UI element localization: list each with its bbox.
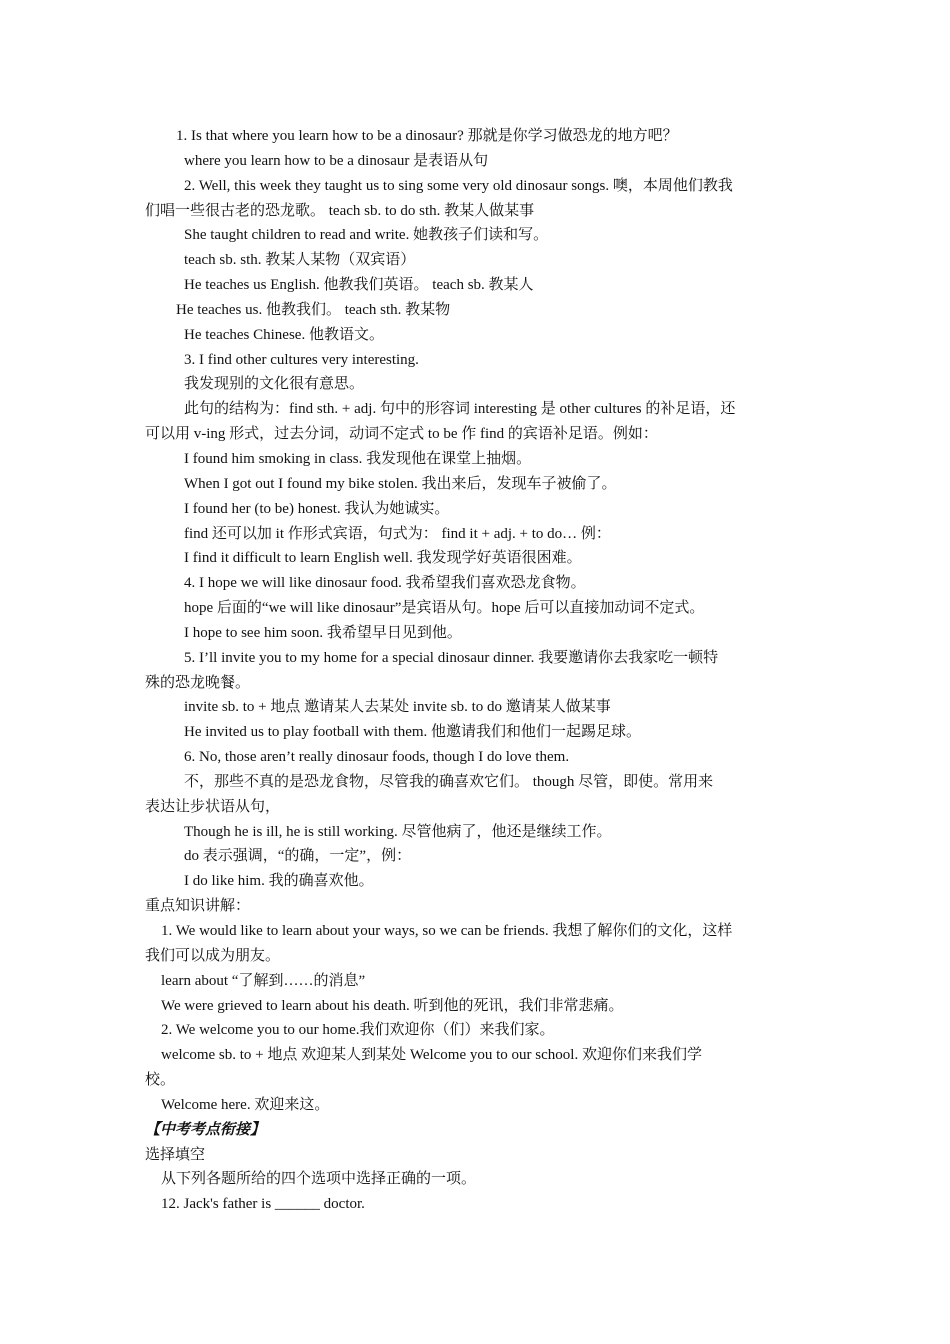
- text-line-19: I hope to see him soon. 我希望早日见到他。: [184, 624, 462, 641]
- text-line-6: He teaches us English. 他教我们英语。 teach sb. 教某人: [184, 277, 534, 294]
- text-line-31: We were grieved to learn about his death. 听到他的死讯，我们非常悲痛。: [161, 997, 624, 1014]
- text-line-24a: 不，那些不真的是恐龙食物，尽管我的确喜欢它们。 though 尽管，即使。常用来: [184, 773, 714, 790]
- text-line-14: I found her (to be) honest. 我认为她诚实。: [184, 500, 450, 517]
- text-line-25: Though he is ill, he is still working. 尽管他病了，他还是继续工作。: [184, 823, 612, 840]
- text-line-37: 从下列各题所给的四个选项中选择正确的一项。: [161, 1171, 477, 1188]
- text-line-33b: 校。: [145, 1072, 176, 1089]
- text-line-24b: 表达让步状语从句，: [145, 798, 281, 815]
- text-line-10: 我发现别的文化很有意思。: [184, 376, 365, 393]
- text-line-2: where you learn how to be a dinosaur 是表语从句: [184, 152, 489, 169]
- text-line-5: teach sb. sth. 教某人某物（双宾语）: [184, 252, 416, 269]
- text-line-11a: 此句的结构为：find sth. + adj. 句中的形容词 interesting 是 other cultures 的补足语，还: [184, 401, 736, 418]
- text-line-21: invite sb. to + 地点 邀请某人去某处 invite sb. to do 邀请某人做某事: [184, 699, 611, 716]
- text-line-23: 6. No, those aren’t really dinosaur foods, though I do love them.: [184, 749, 570, 766]
- text-line-29b: 我们可以成为朋友。: [145, 947, 281, 964]
- text-line-9: 3. I find other cultures very interesting.: [184, 351, 419, 368]
- text-line-27: I do like him. 我的确喜欢他。: [184, 873, 374, 890]
- text-line-3b: 们唱一些很古老的恐龙歌。 teach sb. to do sth. 教某人做某事: [145, 202, 535, 219]
- text-line-32: 2. We welcome you to our home.我们欢迎你（们）来我们家。: [161, 1022, 555, 1039]
- text-line-28: 重点知识讲解：: [145, 898, 251, 915]
- text-line-38: 12. Jack's father is ______ doctor.: [161, 1196, 365, 1213]
- text-line-18: hope 后面的“we will like dinosaur”是宾语从句。hope 后可以直接加动词不定式。: [184, 600, 705, 617]
- text-line-13: When I got out I found my bike stolen. 我出来后，发现车子被偷了。: [184, 475, 617, 492]
- text-line-30: learn about “了解到……的消息”: [161, 972, 366, 989]
- text-line-36: 选择填空: [145, 1146, 206, 1163]
- text-line-3a: 2. Well, this week they taught us to sing some very old dinosaur songs. 噢，本周他们教我: [184, 177, 733, 194]
- text-line-11b: 可以用 v-ing 形式，过去分词，动词不定式 to be 作 find 的宾语补足语。例如：: [145, 426, 658, 443]
- document-body: [145, 124, 810, 1217]
- text-line-16: I find it difficult to learn English well. 我发现学好英语很困难。: [184, 550, 582, 567]
- text-line-7: He teaches us. 他教我们。 teach sth. 教某物: [176, 301, 451, 318]
- text-line-15: find 还可以加 it 作形式宾语，句式为： find it + adj. + to do… 例：: [184, 525, 611, 542]
- text-line-8: He teaches Chinese. 他教语文。: [184, 326, 384, 343]
- text-line-22: He invited us to play football with them. 他邀请我们和他们一起踢足球。: [184, 724, 642, 741]
- section-heading: 【中考考点衔接】: [145, 1121, 266, 1138]
- text-line-20b: 殊的恐龙晚餐。: [145, 674, 251, 691]
- text-line-26: do 表示强调，“的确，一定”，例：: [184, 848, 412, 865]
- text-line-33a: welcome sb. to + 地点 欢迎某人到某处 Welcome you to our school. 欢迎你们来我们学: [161, 1047, 702, 1064]
- text-line-20a: 5. I’ll invite you to my home for a special dinosaur dinner. 我要邀请你去我家吃一顿特: [184, 649, 719, 666]
- text-line-29a: 1. We would like to learn about your ways, so we can be friends. 我想了解你们的文化，这样: [161, 923, 733, 939]
- text-line-12: I found him smoking in class. 我发现他在课堂上抽烟。: [184, 450, 532, 467]
- text-line-34: Welcome here. 欢迎来这。: [161, 1096, 330, 1113]
- text-line-1: 1. Is that where you learn how to be a dinosaur? 那就是你学习做恐龙的地方吧？: [176, 128, 678, 144]
- text-line-4: She taught children to read and write. 她教孩子们读和写。: [184, 227, 549, 244]
- text-line-17: 4. I hope we will like dinosaur food. 我希望我们喜欢恐龙食物。: [184, 575, 586, 592]
